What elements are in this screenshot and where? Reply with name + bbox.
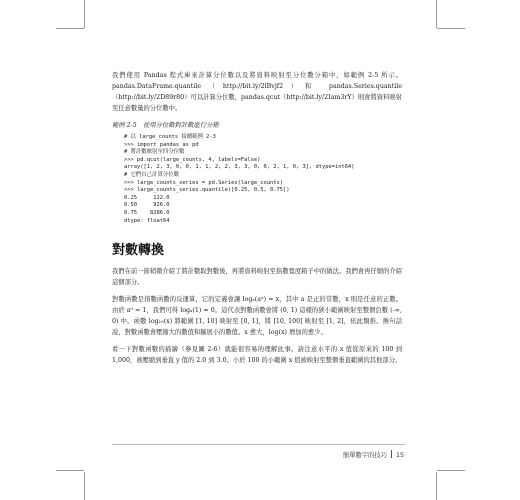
section-title: 對數轉換 (112, 243, 165, 259)
crop-mark-bottom-right-vertical (436, 472, 437, 500)
paragraph-log-definition: 對數函數是指數函數的反運算，它的定義會讓 logₐ(aˣ) = x，其中 a 是正的常數，x 則是任意的正數。由於 a⁰ = 1，我們可得 logₐ(1) = 0。這代表對數函數會將 (0, 1) 這樣的狹小範圍映射至整個負數 (-∞, 0) 中。函數 log₁₀(x) 將範圍 [1, 10] 映射至 [0, 1]，將 [10, 100] 映射至 [1, 2]，依此類推。換句話說，對數函數會壓縮大的數值和擴展小的數值。x 愈大，log(x) 增加的愈少。 (112, 296, 402, 337)
code-block-quantile: # 它們自己計算分位數 >>> large_counts_series = pd.Series(large_counts) >>> large_counts_series.quantile([0.25, 0.5, 0.75]) 0.25 122.0 0.50 926.0 0.75 8286.0 dtype: float64 (124, 171, 290, 224)
crop-mark-bottom-left-horizontal (56, 470, 84, 471)
footer-text (343, 450, 404, 459)
crop-mark-bottom-left-vertical (84, 472, 85, 500)
footer-rule (112, 444, 405, 445)
paragraph-log-intro: 我們在前一節稍微介紹了將計數取對數後，再將資料映射至指數寬度箱子中的做法。我們會再仔細的介紹這個部分。 (112, 268, 402, 287)
crop-mark-top-right-vertical (436, 0, 437, 28)
footer-page-number: 15 (395, 452, 404, 459)
intro-paragraph: 我們使用 Pandas 程式庫來計算分位數以及將資料映射至分位數分箱中，如範例 2-5 所示。pandas.DataFrame.quantile（http://bit.ly/2lBvjf2）和 pandas.Series.quantile（http://bit.ly/2D89r80）可以計算分位數，pandas.qcut（http://bit.ly/2Iam3rY）則會將資料映射至任意數量的分位數中。 (112, 72, 402, 112)
code-block-import: # 以 large_counts 接續範例 2-3 >>> import pandas as pd (124, 134, 216, 148)
page-body (112, 70, 402, 366)
crop-mark-bottom-right-horizontal (437, 470, 465, 471)
footer-chapter-title: 簡單數字的技巧 (342, 452, 387, 459)
code-block-qcut: # 將計數映射至四分位數 >>> pd.qcut(large_counts, 4, labels=False) array([1, 2, 3, 0, 0, 1, 1, 2, 2, 3, 3, 0, 0, 2, 1, 0, 3], dtype=int64) (124, 149, 355, 171)
paragraph-log-figure: 看一下對數函數的描繪（參見圖 2-6）就能很容易的理解此事。請注意水平的 x 值從原來的 100 到 1,000，被壓縮到垂直 y 值的 2.0 到 3.0。小於 100 的小範圍 x 值被映射至整個垂直範圍的其他部分。 (112, 346, 402, 365)
example-caption: 範例 2-5 使用分位數對計數進行分箱 (112, 122, 219, 129)
crop-mark-top-left-vertical (84, 0, 85, 28)
crop-mark-top-left-horizontal (56, 28, 84, 29)
crop-mark-top-right-horizontal (437, 28, 465, 29)
footer-separator (391, 450, 392, 458)
